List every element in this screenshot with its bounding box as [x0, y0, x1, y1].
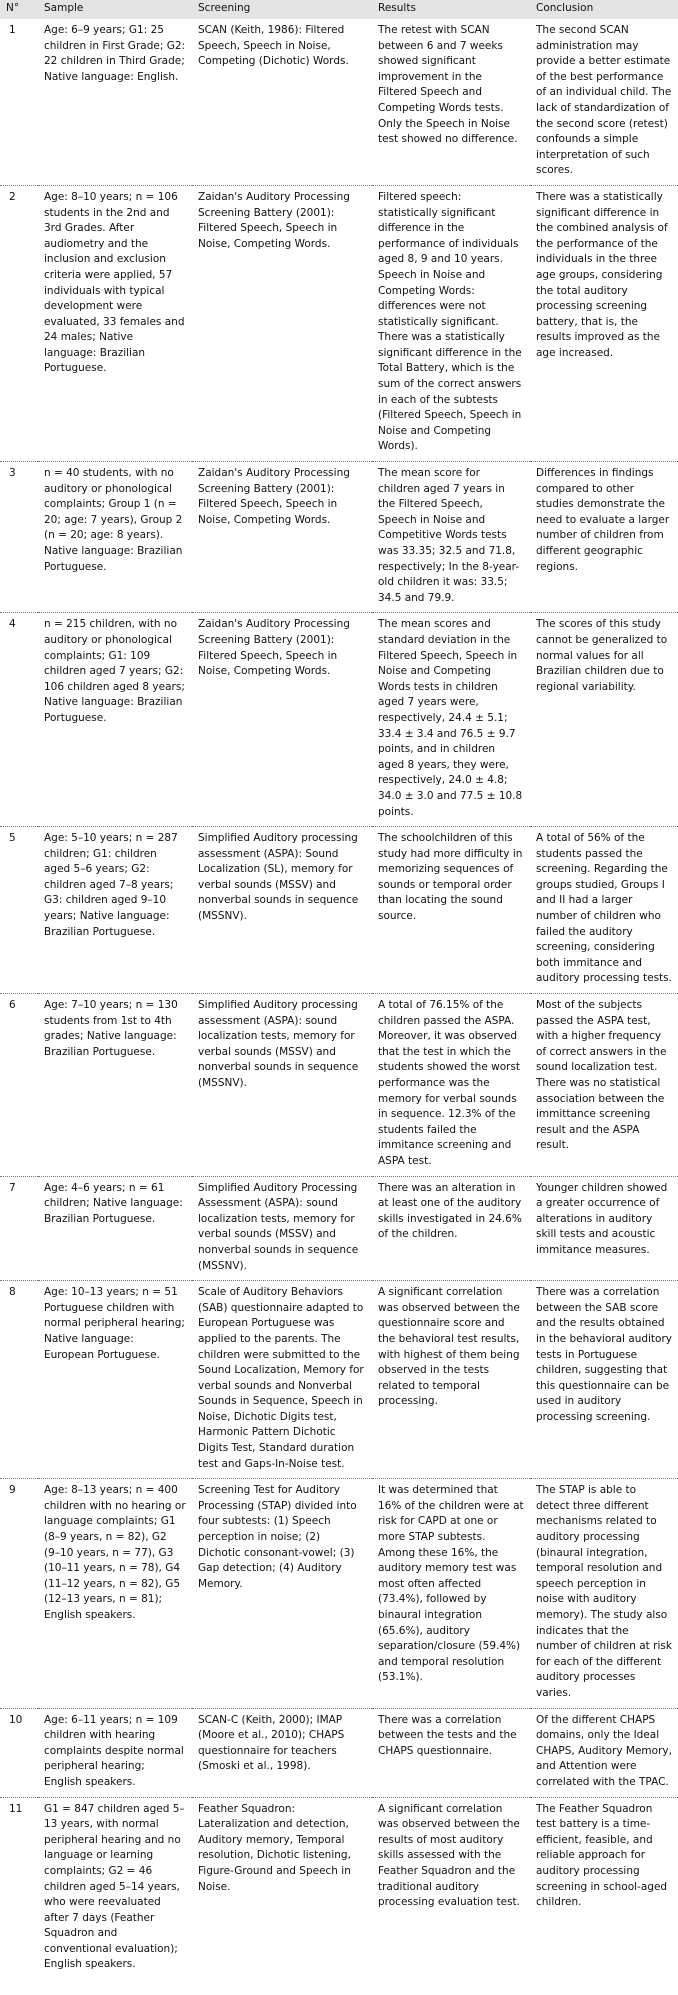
cell-num: 7: [0, 1176, 38, 1281]
table-row: [0, 1281, 678, 1479]
cell-conclusion: There was a correlation between the SAB score and the results obtained in the behavioral auditory tests in Portuguese children, suggesting that this questionnaire can be used in auditory processing screening.: [530, 1281, 678, 1479]
cell-num: 9: [0, 1479, 38, 1708]
table-row: [0, 994, 678, 1177]
header-sample: Sample: [38, 0, 192, 19]
cell-results: The schoolchildren of this study had more difficulty in memorizing sequences of sounds or temporal order than locating the sound source.: [372, 827, 530, 994]
cell-conclusion: The second SCAN administration may provide a better estimate of the best performance of an individual child. The lack of standardization of the second score (retest) confounds a simple interpretation of such scores.: [530, 19, 678, 185]
table-row: [0, 1708, 678, 1797]
cell-results: A significant correlation was observed between the questionnaire score and the behavioral test results, with highest of them being observed in the tests related to temporal processing.: [372, 1281, 530, 1479]
cell-conclusion: Most of the subjects passed the ASPA test, with a higher frequency of correct answers in the sound localization test. There was no statistical association between the immittance screening result and the ASPA result.: [530, 994, 678, 1177]
header-row: [0, 0, 678, 19]
table-row: [0, 462, 678, 613]
table-row: [0, 1797, 678, 1979]
cell-num: 3: [0, 462, 38, 613]
cell-results: A total of 76.15% of the children passed the ASPA. Moreover, it was observed that the test in which the students showed the worst performance was the memory for verbal sounds in sequence. 12.3% of the students failed the immitance screening and ASPA test.: [372, 994, 530, 1177]
cell-results: Filtered speech: statistically significant difference in the performance of individuals aged 8, 9 and 10 years. Speech in Noise and Competing Words: differences were not statistically significant. There was a statistically significant difference in the Total Battery, which is the sum of the correct answers in each of the subtests (Filtered Speech, Speech in Noise and Competing Words).: [372, 185, 530, 461]
cell-results: There was an alteration in at least one of the auditory skills investigated in 24.6% of the children.: [372, 1176, 530, 1281]
cell-screening: Screening Test for Auditory Processing (STAP) divided into four subtests: (1) Speech perception in noise; (2) Dichotic consonant-vowel; (3) Gap detection; (4) Auditory Memory.: [192, 1479, 372, 1708]
cell-conclusion: A total of 56% of the students passed the screening. Regarding the groups studied, Groups I and II had a larger number of children who failed the auditory screening, considering both immitance and auditory processing tests.: [530, 827, 678, 994]
header-results: Results: [372, 0, 530, 19]
cell-results: A significant correlation was observed between the results of most auditory skills assessed with the Feather Squadron and the traditional auditory processing evaluation test.: [378, 1802, 520, 1909]
cell-conclusion: Younger children showed a greater occurrence of alterations in auditory skill tests and acoustic immitance measures.: [530, 1176, 678, 1281]
cell-sample: Age: 5–10 years; n = 287 children; G1: children aged 5–6 years; G2: children aged 7–8 years; G3: children aged 9–10 years; Native language: Brazilian Portuguese.: [38, 827, 192, 994]
cell-sample: Age: 7–10 years; n = 130 students from 1st to 4th grades; Native language: Brazilian Portuguese.: [38, 994, 192, 1177]
cell-num: 4: [0, 613, 38, 827]
cell-results: There was a correlation between the tests and the CHAPS questionnaire.: [372, 1708, 530, 1797]
cell-conclusion: The STAP is able to detect three different mechanisms related to auditory processing (binaural integration, temporal resolution and speech perception in noise with auditory memory). The study also indicates that the number of children at risk for each of the different auditory processes varies.: [530, 1479, 678, 1708]
cell-screening: Zaidan's Auditory Processing Screening Battery (2001): Filtered Speech, Speech in Noise, Competing Words.: [192, 185, 372, 461]
header-screening: Screening: [192, 0, 372, 19]
header-conclusion: Conclusion: [530, 0, 678, 19]
cell-sample: Age: 8–10 years; n = 106 students in the 2nd and 3rd Grades. After audiometry and the inclusion and exclusion criteria were applied, 57 individuals with typical development were evaluated, 33 females and 24 males; Native language: Brazilian Portuguese.: [38, 185, 192, 461]
cell-screening: Scale of Auditory Behaviors (SAB) questionnaire adapted to European Portuguese was applied to the parents. The children were submitted to the Sound Localization, Memory for verbal sounds and Nonverbal Sounds in Sequence, Speech in Noise, Dichotic Digits test, Harmonic Pattern Dichotic Digits Test, Standard duration test and Gaps-In-Noise test.: [192, 1281, 372, 1479]
cell-num: 2: [0, 185, 38, 461]
cell-screening: Simplified Auditory processing assessment (ASPA): sound localization tests, memory for verbal sounds (MSSV) and nonverbal sounds in sequence (MSSNV).: [192, 994, 372, 1177]
cell-screening: Zaidan's Auditory Processing Screening Battery (2001): Filtered Speech, Speech in Noise, Competing Words.: [192, 462, 372, 613]
cell-results: The retest with SCAN between 6 and 7 weeks showed significant improvement in the Filtered Speech and Competing Words tests. Only the Speech in Noise test showed no difference.: [372, 19, 530, 185]
table-body: [0, 19, 678, 1979]
cell-sample: n = 215 children, with no auditory or phonological complaints; G1: 109 children aged 7 years; G2: 106 children aged 8 years; Native language: Brazilian Portuguese.: [38, 613, 192, 827]
table-header: [0, 0, 678, 19]
table-row: [0, 613, 678, 827]
cell-conclusion: There was a statistically significant difference in the combined analysis of the performance of the individuals in the three age groups, considering the total auditory processing screening battery, that is, the results improved as the age increased.: [530, 185, 678, 461]
cell-sample: Age: 4–6 years; n = 61 children; Native language: Brazilian Portuguese.: [38, 1176, 192, 1281]
cell-conclusion: Differences in findings compared to other studies demonstrate the need to evaluate a larger number of children from different geographic regions.: [530, 462, 678, 613]
cell-sample: G1 = 847 children aged 5–13 years, with normal peripheral hearing and no language or learning complaints; G2 = 46 children aged 5–14 years, who were reevaluated after 7 days (Feather Squadron and conventional evaluation); English speakers.: [44, 1802, 185, 1971]
cell-num: 5: [0, 827, 38, 994]
cell-sample: Age: 6–9 years; G1: 25 children in First Grade; G2: 22 children in Third Grade; Native language: English.: [38, 19, 192, 185]
cell-screening: SCAN-C (Keith, 2000); IMAP (Moore et al., 2010); CHAPS questionnaire for teachers (Smoski et al., 1998).: [192, 1708, 372, 1797]
cell-num: 8: [0, 1281, 38, 1479]
cell-results: It was determined that 16% of the children were at risk for CAPD at one or more STAP subtests. Among these 16%, the auditory memory test was most often affected (73.4%), followed by binaural integration (65.6%), auditory separation/closure (59.4%) and temporal resolution (53.1%).: [372, 1479, 530, 1708]
cell-screening: Feather Squadron: Lateralization and detection, Auditory memory, Temporal resolution, Dichotic listening, Figure-Ground and Speech in Noise.: [198, 1802, 351, 1893]
table-row: [0, 185, 678, 461]
cell-conclusion: The Feather Squadron test battery is a time-efficient, feasible, and reliable approach for auditory processing screening in school-aged children.: [536, 1802, 668, 1909]
cell-screening: Simplified Auditory processing assessment (ASPA): Sound Localization (SL), memory for verbal sounds (MSSV) and nonverbal sounds in sequence (MSSNV).: [192, 827, 372, 994]
cell-screening: SCAN (Keith, 1986): Filtered Speech, Speech in Noise, Competing (Dichotic) Words.: [192, 19, 372, 185]
cell-sample: Age: 8–13 years; n = 400 children with no hearing or language complaints; G1 (8–9 years, n = 82), G2 (9–10 years, n = 77), G3 (10–11 years, n = 78), G4 (11–12 years, n = 82), G5 (12–13 years, n = 81); English speakers.: [38, 1479, 192, 1708]
cell-results: The mean score for children aged 7 years in the Filtered Speech, Speech in Noise and Competitive Words tests was 33.35; 32.5 and 71.8, respectively; In the 8-year-old children it was: 33.5; 34.5 and 79.9.: [372, 462, 530, 613]
cell-screening: Simplified Auditory Processing Assessment (ASPA): sound localization tests, memory for verbal sounds (MSSV) and nonverbal sounds in sequence (MSSNV).: [192, 1176, 372, 1281]
table-row: [0, 1176, 678, 1281]
table-row: [0, 827, 678, 994]
cell-sample: Age: 10–13 years; n = 51 Portuguese children with normal peripheral hearing; Native language: European Portuguese.: [38, 1281, 192, 1479]
table-row: [0, 19, 678, 185]
cell-num: 10: [0, 1708, 38, 1797]
cell-screening: Zaidan's Auditory Processing Screening Battery (2001): Filtered Speech, Speech in Noise, Competing Words.: [192, 613, 372, 827]
cell-results: The mean scores and standard deviation in the Filtered Speech, Speech in Noise and Competing Words tests in children aged 7 years were, respectively, 24.4 ± 5.1; 33.4 ± 3.4 and 76.5 ± 9.7 points, and in children aged 8 years, they were, respectively, 24.0 ± 4.8; 34.0 ± 3.0 and 77.5 ± 10.8 points.: [372, 613, 530, 827]
cell-conclusion: The scores of this study cannot be generalized to normal values for all Brazilian children due to regional variability.: [530, 613, 678, 827]
cell-num: 6: [0, 994, 38, 1177]
table-row: [0, 1479, 678, 1708]
cell-num: 11: [9, 1802, 23, 1815]
cell-num: 1: [0, 19, 38, 185]
cell-sample: n = 40 students, with no auditory or phonological complaints; Group 1 (n = 20; age: 7 years), Group 2 (n = 20; age: 8 years). Native language: Brazilian Portuguese.: [38, 462, 192, 613]
header-num: N°: [0, 0, 38, 19]
cell-sample: Age: 6–11 years; n = 109 children with hearing complaints despite normal peripheral hearing; English speakers.: [38, 1708, 192, 1797]
cell-conclusion: Of the different CHAPS domains, only the Ideal CHAPS, Auditory Memory, and Attention were correlated with the TPAC.: [530, 1708, 678, 1797]
